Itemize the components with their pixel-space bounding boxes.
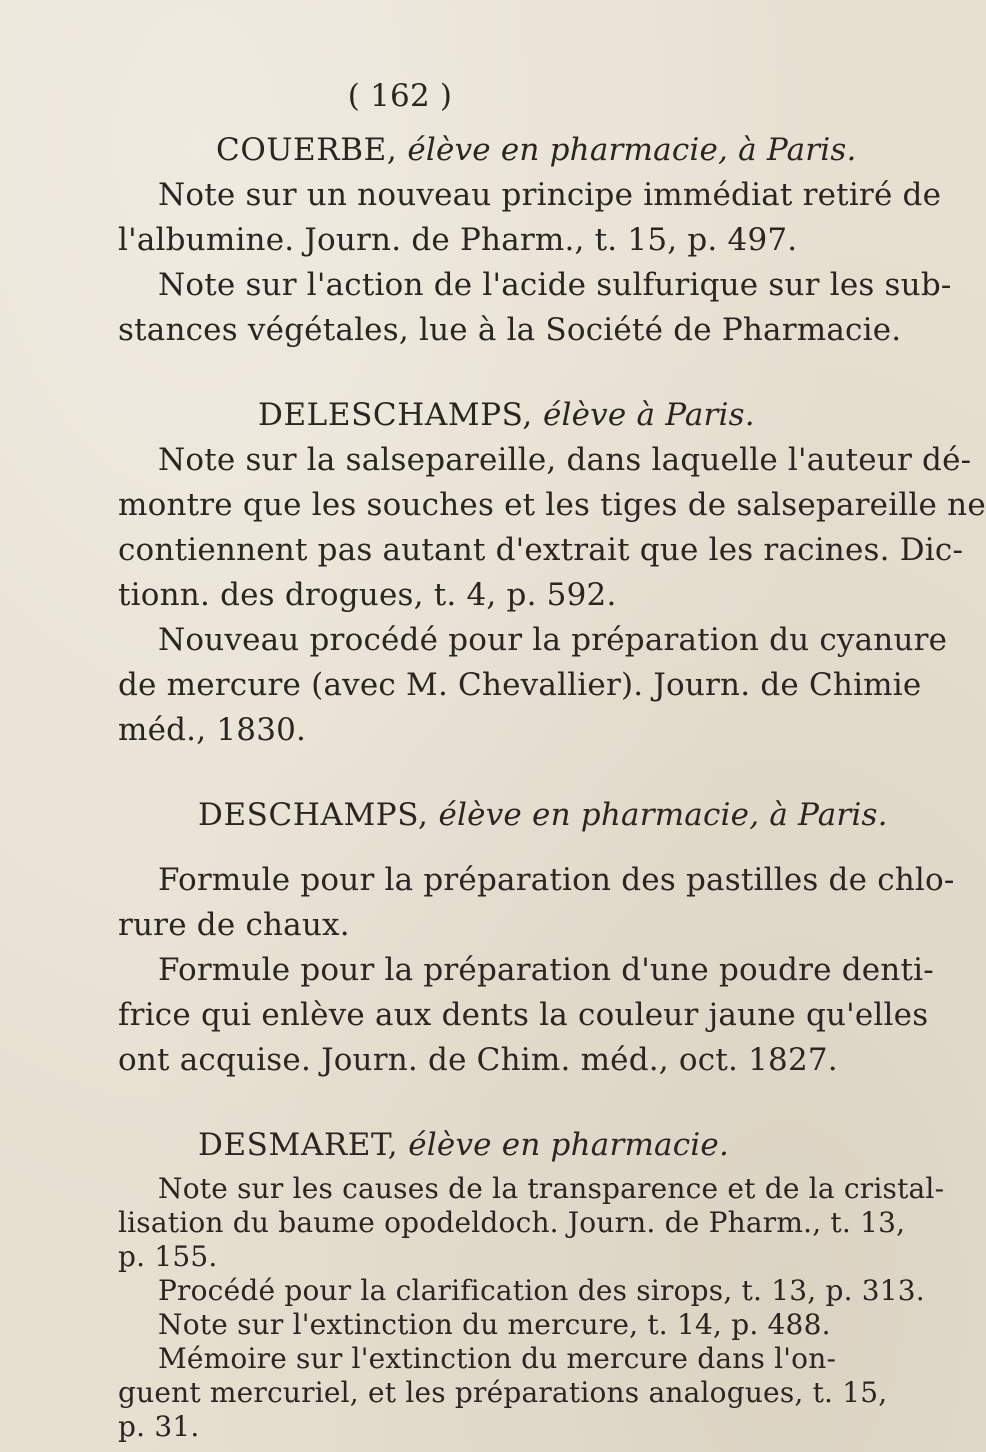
author-heading [198,795,888,835]
author-heading [198,1125,729,1165]
entry-line: lisation du baume opodeldoch. Journ. de Pharm., t. 13, [118,1206,906,1239]
author-role: élève en pharmacie. [408,1127,730,1163]
author-role: élève en pharmacie, à Paris. [438,797,888,833]
entry-line: ont acquise. Journ. de Chim. méd., oct. 1827. [118,1042,838,1078]
author-heading [258,395,755,435]
entry-line: guent mercuriel, et les préparations analogues, t. 15, [118,1376,888,1409]
entry-line: Formule pour la préparation d'une poudre denti- [158,952,934,988]
author-name: DESMARET, [198,1127,399,1163]
entry-line: de mercure (avec M. Chevallier). Journ. de Chimie [118,667,922,703]
entry-line: tionn. des drogues, t. 4, p. 592. [118,577,617,613]
entry-line: contiennent pas autant d'extrait que les racines. Dic- [118,532,964,568]
entry-line: Note sur un nouveau principe immédiat retiré de [158,177,942,213]
author-name: DESCHAMPS, [198,797,429,833]
entry-line: frice qui enlève aux dents la couleur jaune qu'elles [118,997,929,1033]
entry-line: rure de chaux. [118,907,350,943]
author-role: élève à Paris. [542,397,755,433]
entry-line: Note sur les causes de la transparence et de la cristal- [158,1172,945,1205]
entry-line: stances végétales, lue à la Société de Pharmacie. [118,312,902,348]
entry-line: l'albumine. Journ. de Pharm., t. 15, p. 497. [118,222,798,258]
entry-line: Note sur l'action de l'acide sulfurique sur les sub- [158,267,952,303]
entry-line: Note sur la salsepareille, dans laquelle l'auteur dé- [158,442,972,478]
author-name: COUERBE, [216,132,398,168]
author-heading [216,130,857,170]
entry-line: montre que les souches et les tiges de salsepareille ne [118,487,986,523]
entry-line: Formule pour la préparation des pastilles de chlo- [158,862,955,898]
entry-line: Note sur l'extinction du mercure, t. 14, p. 488. [158,1308,831,1341]
author-role: élève en pharmacie, à Paris. [407,132,857,168]
entry-line: méd., 1830. [118,712,307,748]
entry-line: Nouveau procédé pour la préparation du cyanure [158,622,948,658]
page-number [0,76,800,116]
entry-line: p. 155. [118,1240,218,1273]
entry-line: p. 31. [118,1410,200,1443]
page-number-text: ( 162 ) [347,78,453,114]
author-name: DELESCHAMPS, [258,397,533,433]
entry-line: Mémoire sur l'extinction du mercure dans l'on- [158,1342,837,1375]
entry-line: Procédé pour la clarification des sirops, t. 13, p. 313. [158,1274,925,1307]
